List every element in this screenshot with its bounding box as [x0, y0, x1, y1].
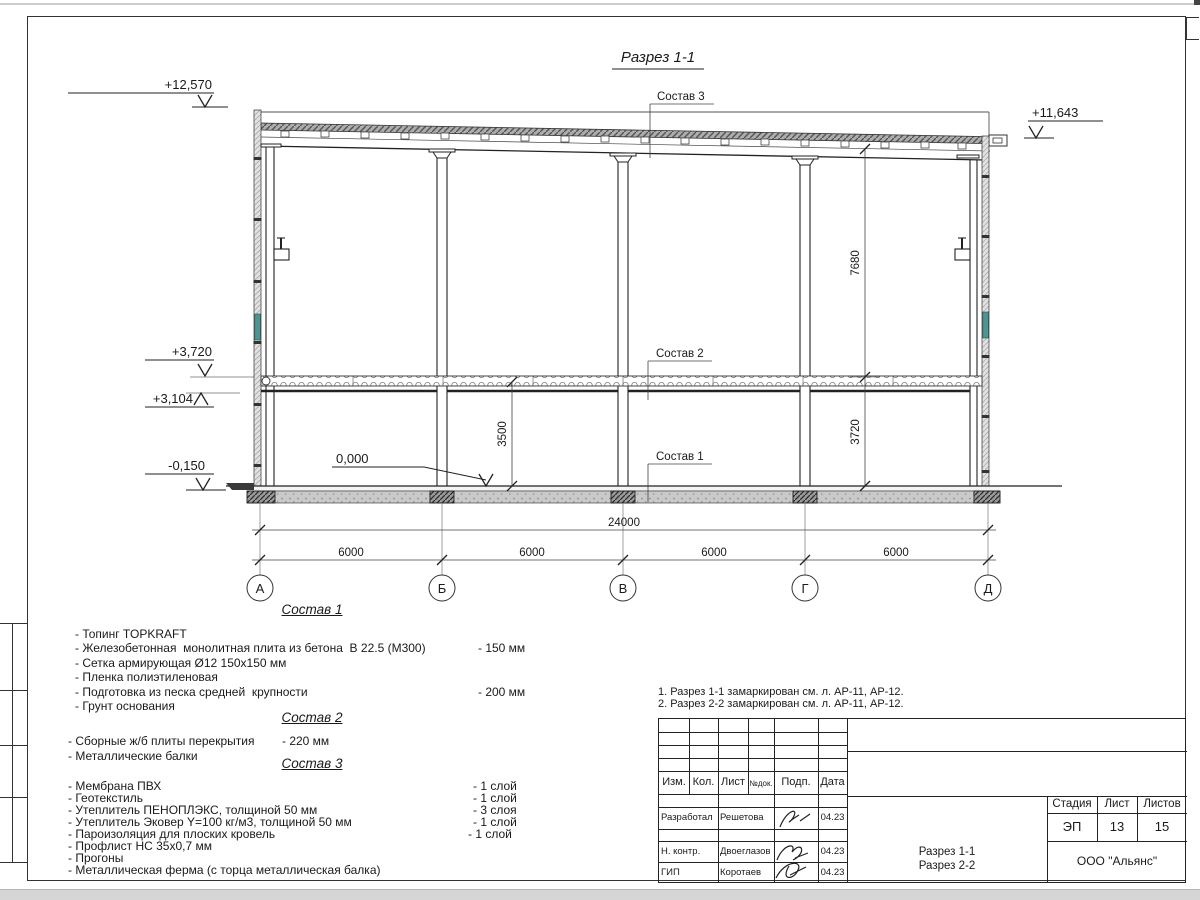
signatures: [772, 803, 820, 883]
list-item: - Железобетонная монолитная плита из бетона В 22.5 (М300): [75, 641, 426, 655]
crane-brackets: [274, 238, 970, 260]
dim-bay-1: 6000: [338, 547, 364, 559]
label-sostav-3: Состав 3: [657, 91, 705, 103]
elev-roof-right: +11,643: [1032, 105, 1079, 120]
axis-a: А: [255, 581, 265, 596]
tb-line: [659, 758, 847, 759]
elev-slab-top: +3,720: [171, 344, 212, 359]
comp1-heading: Состав 1: [281, 602, 343, 617]
list-item: - Профлист НС 35х0,7 мм: [68, 839, 212, 853]
signature-gip: [776, 863, 806, 878]
elev-beam-bottom: +3,104: [152, 391, 193, 406]
elev-ground: -0,150: [168, 458, 205, 473]
signature-ncontrol: [777, 846, 808, 860]
list-item: - Геотекстиль: [68, 791, 143, 805]
title-block: [658, 718, 1186, 883]
elev-floor-zero: 0,000: [336, 451, 369, 466]
axis-g: Г: [801, 581, 809, 596]
dim-total: 24000: [608, 517, 640, 529]
tb-company: ООО "Альянс": [1076, 854, 1158, 868]
list-item-value: - 200 мм: [478, 685, 526, 699]
tb-header-data: Дата: [820, 776, 845, 788]
tb-date-ncontrol: 04.23: [820, 846, 845, 857]
tb-role-developer: Разработал: [661, 812, 713, 823]
list-item-value: - 150 мм: [478, 641, 526, 655]
dim-right-height: 3720: [850, 419, 862, 445]
tb-stage-label: Стадия: [1052, 798, 1092, 810]
list-item: - Металлические балки: [68, 749, 198, 763]
tb-stage-value: ЭП: [1062, 819, 1082, 834]
tb-name-ncontrol: Двоеглазов: [720, 846, 771, 857]
axis-v: В: [618, 581, 628, 596]
list-item-value: - 220 мм: [282, 734, 330, 748]
tb-date-developer: 04.23: [820, 812, 845, 823]
list-item: - Грунт основания: [75, 699, 175, 713]
tb-doc-title-1: Разрез 1-1: [918, 846, 976, 858]
tb-line: [1047, 813, 1187, 814]
tb-line: [847, 751, 1187, 752]
tb-sheets-value: 15: [1154, 819, 1170, 834]
list-item: - Пароизоляция для плоских кровель: [68, 827, 276, 841]
note-2: 2. Разрез 2-2 замаркирован см. л. АР-11, АР-12.: [658, 698, 904, 710]
list-item: - Сетка армирующая Ø12 150х150 мм: [75, 656, 287, 670]
tb-name-developer: Решетова: [720, 812, 764, 823]
tb-role-ncontrol: Н. контр.: [661, 846, 701, 857]
dim-bay-3: 6000: [701, 547, 727, 559]
tb-header-podp: Подп.: [781, 776, 811, 788]
floor-slab: [261, 376, 982, 391]
list-item-value: - 3 слоя: [473, 803, 517, 817]
column-capitals: [261, 144, 979, 165]
label-sostav-1: Состав 1: [656, 451, 704, 463]
tb-name-gip: Коротаев: [720, 867, 762, 878]
axis-b: Б: [437, 581, 447, 596]
list-item: - Топинг TOPKRAFT: [75, 627, 187, 641]
layer-leaders: [648, 104, 714, 502]
list-item-value: - 1 слой: [473, 779, 517, 793]
tb-doc-title-2: Разрез 2-2: [918, 860, 976, 872]
tb-line: [659, 794, 847, 795]
comp3-heading: Состав 3: [281, 756, 343, 771]
tb-sheet-label: Лист: [1104, 798, 1130, 810]
tb-sheet-value: 13: [1109, 819, 1125, 834]
tb-header-izm: Изм.: [662, 776, 686, 788]
tb-sheets-label: Листов: [1143, 798, 1181, 810]
tb-header-kol: Кол.: [692, 776, 715, 788]
list-item: - Мембрана ПВХ: [68, 779, 162, 793]
walls: [254, 110, 990, 491]
list-item: - Прогоны: [68, 851, 124, 865]
comp2-heading: Состав 2: [281, 710, 343, 725]
ground-slab: [226, 483, 1062, 503]
foundation-beam-end: [226, 483, 254, 490]
list-item: - Металлическая ферма (с торца металлическая балка): [68, 863, 381, 877]
glazing-right: [983, 312, 989, 338]
tb-role-gip: ГИП: [661, 867, 680, 878]
list-item: - Пленка полиэтиленовая: [75, 670, 218, 684]
columns: [266, 147, 977, 491]
dim-floor-height: 3500: [497, 421, 509, 447]
bottom-dims: [252, 503, 996, 575]
list-item: - Утеплитель Эковер Y=100 кг/м3, толщиной 50 мм: [68, 815, 352, 829]
elev-roof-left: +12,570: [164, 77, 212, 92]
tb-line: [659, 771, 847, 772]
label-sostav-2: Состав 2: [656, 348, 704, 360]
glazing-left: [255, 314, 260, 340]
dim-bay-4: 6000: [883, 547, 909, 559]
list-item-value: - 1 слой: [468, 827, 512, 841]
vertical-dims: [507, 144, 880, 491]
tb-header-ndoc: №док.: [749, 779, 773, 788]
list-item: - Подготовка из песка средней крупности: [75, 685, 308, 699]
tb-line: [1047, 841, 1187, 842]
axis-d: Д: [983, 581, 993, 596]
list-item: - Утеплитель ПЕНОПЛЭКС, толщиной 50 мм: [68, 803, 318, 817]
signature-developer: [780, 811, 810, 827]
tb-line: [659, 745, 847, 746]
list-item-value: - 1 слой: [473, 791, 517, 805]
dim-hall-height: 7680: [850, 250, 862, 276]
drawing-title: Разрез 1-1: [620, 49, 696, 66]
list-item-value: - 1 слой: [473, 815, 517, 829]
tb-line: [659, 732, 847, 733]
list-item: - Сборные ж/б плиты перекрытия: [68, 734, 255, 748]
tb-line: [847, 796, 1187, 797]
tb-date-gip: 04.23: [820, 867, 845, 878]
sheet-bottom-edge: [0, 889, 1200, 900]
dim-bay-2: 6000: [519, 547, 545, 559]
note-1: 1. Разрез 1-1 замаркирован см. л. АР-11, АР-12.: [658, 686, 904, 698]
tb-header-list: Лист: [721, 776, 745, 788]
tb-line: [718, 719, 719, 882]
